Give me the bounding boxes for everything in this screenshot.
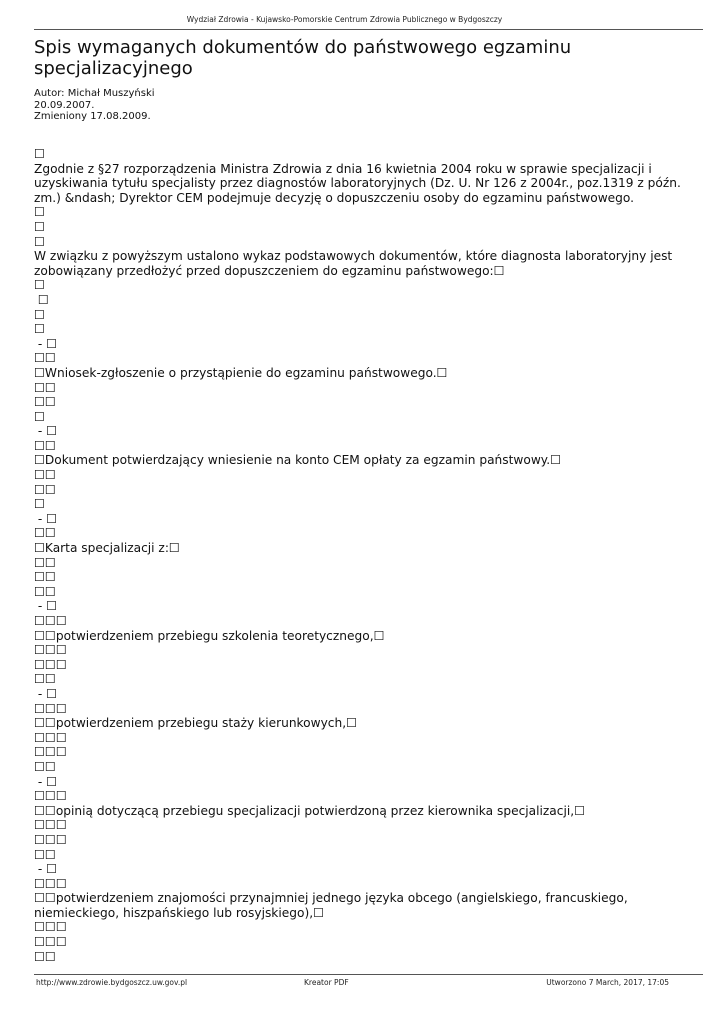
body-line: ☐☐☐ (34, 701, 67, 716)
body-line: ☐ (34, 497, 45, 512)
body-line: - ☐ (34, 774, 58, 789)
body-line: ☐☐ (34, 584, 56, 599)
body-line: ☐Karta specjalizacji z:☐ (34, 541, 180, 556)
body-line: ☐☐☐ (34, 643, 67, 658)
body-line: ☐☐potwierdzeniem przebiegu staży kierunkowych,☐ (34, 716, 358, 731)
footer-url[interactable]: http://www.zdrowie.bydgoszcz.uw.gov.pl (36, 978, 188, 987)
body-line: ☐☐potwierdzeniem znajomości przynajmniej jednego języka obcego (angielskiego, francuskiego, niemieckiego, hiszpańskiego lub rosyjskiego),☐ (34, 891, 628, 920)
body-line: - ☐ (34, 424, 58, 439)
body-line: ☐☐ (34, 672, 56, 687)
body-line: ☐☐☐ (34, 876, 67, 891)
date-line: 20.09.2007. (34, 99, 95, 111)
body-line: ☐ (34, 147, 45, 161)
body-line: ☐ (34, 307, 45, 322)
body-line: ☐☐ (34, 555, 56, 570)
body-line: ☐☐ (34, 759, 56, 774)
page-header: Wydział Zdrowia - Kujawsko-Pomorskie Centrum Zdrowia Publicznego w Bydgoszczy (186, 15, 503, 24)
body-line: ☐☐☐ (34, 614, 67, 628)
body-line: W związku z powyższym ustalono wykaz podstawowych dokumentów, które diagnosta laboratoryjny jest zobowiązany przedłożyć przed dopuszczeniem do egzaminu państwowego:☐ (34, 249, 673, 278)
body-line: ☐Dokument potwierdzający wniesienie na konto CEM opłaty za egzamin państwowy.☐ (34, 453, 562, 468)
body-line: ☐ (34, 219, 45, 234)
body-line: ☐☐☐ (34, 818, 67, 833)
body-line: ☐ (34, 292, 49, 307)
body-line: ☐ (34, 409, 45, 424)
body-line: ☐☐ (34, 482, 56, 497)
footer-generator: Kreator PDF (304, 978, 349, 987)
body-line: ☐☐ (34, 468, 56, 483)
body-line: ☐☐opinią dotyczącą przebiegu specjalizacji potwierdzoną przez kierownika specjalizacji,☐ (34, 803, 586, 818)
body-line: - ☐ (34, 599, 58, 614)
body-line: ☐☐☐ (34, 745, 67, 760)
footer-divider (34, 974, 703, 975)
document-meta (34, 88, 155, 123)
body-line: ☐☐☐ (34, 730, 67, 745)
body-line: - ☐ (34, 862, 58, 877)
body-line: ☐☐☐ (34, 935, 67, 950)
body-line: ☐☐☐ (34, 920, 67, 935)
body-line: ☐☐ (34, 949, 56, 964)
body-line: ☐☐☐ (34, 657, 67, 672)
body-line: ☐☐ (34, 351, 56, 366)
body-line: ☐ (34, 322, 45, 337)
body-line: Zgodnie z §27 rozporządzenia Ministra Zdrowia z dnia 16 kwietnia 2004 roku w sprawie specjalizacji i uzyskiwania tytułu specjalisty przez diagnostów laboratoryjnych (Dz. U. Nr 126 z 2004r., poz.1319 z późn. zm.) &ndash; Dyrektor CEM podejmuje decyzję o dopuszczeniu osoby do egzaminu państwowego. (34, 161, 681, 205)
body-line: ☐☐☐ (34, 832, 67, 847)
body-line: ☐☐ (34, 438, 56, 453)
footer-created: Utworzono 7 March, 2017, 17:05 (546, 978, 669, 987)
body-line: ☐Wniosek-zgłoszenie o przystąpienie do egzaminu państwowego.☐ (34, 365, 448, 380)
body-line: ☐ (34, 234, 45, 249)
body-line: - ☐ (34, 511, 58, 526)
body-line: ☐☐potwierdzeniem przebiegu szkolenia teoretycznego,☐ (34, 628, 385, 643)
body-line: ☐☐ (34, 395, 56, 410)
document-title: Spis wymaganych dokumentów do państwowego egzaminu specjalizacyjnego (34, 37, 572, 79)
body-line: ☐ (34, 205, 45, 220)
body-line: ☐☐ (34, 380, 56, 395)
body-line: ☐☐ (34, 570, 56, 585)
body-line: - ☐ (34, 336, 58, 351)
body-line: ☐☐ (34, 847, 56, 862)
document-body (34, 147, 684, 964)
header-divider (34, 29, 703, 30)
body-line: ☐☐☐ (34, 789, 67, 804)
author-line: Autor: Michał Muszyński (34, 88, 155, 99)
body-line: - ☐ (34, 686, 58, 701)
modified-line: Zmieniony 17.08.2009. (34, 111, 151, 122)
body-line: ☐ (34, 278, 45, 293)
body-line: ☐☐ (34, 526, 56, 541)
